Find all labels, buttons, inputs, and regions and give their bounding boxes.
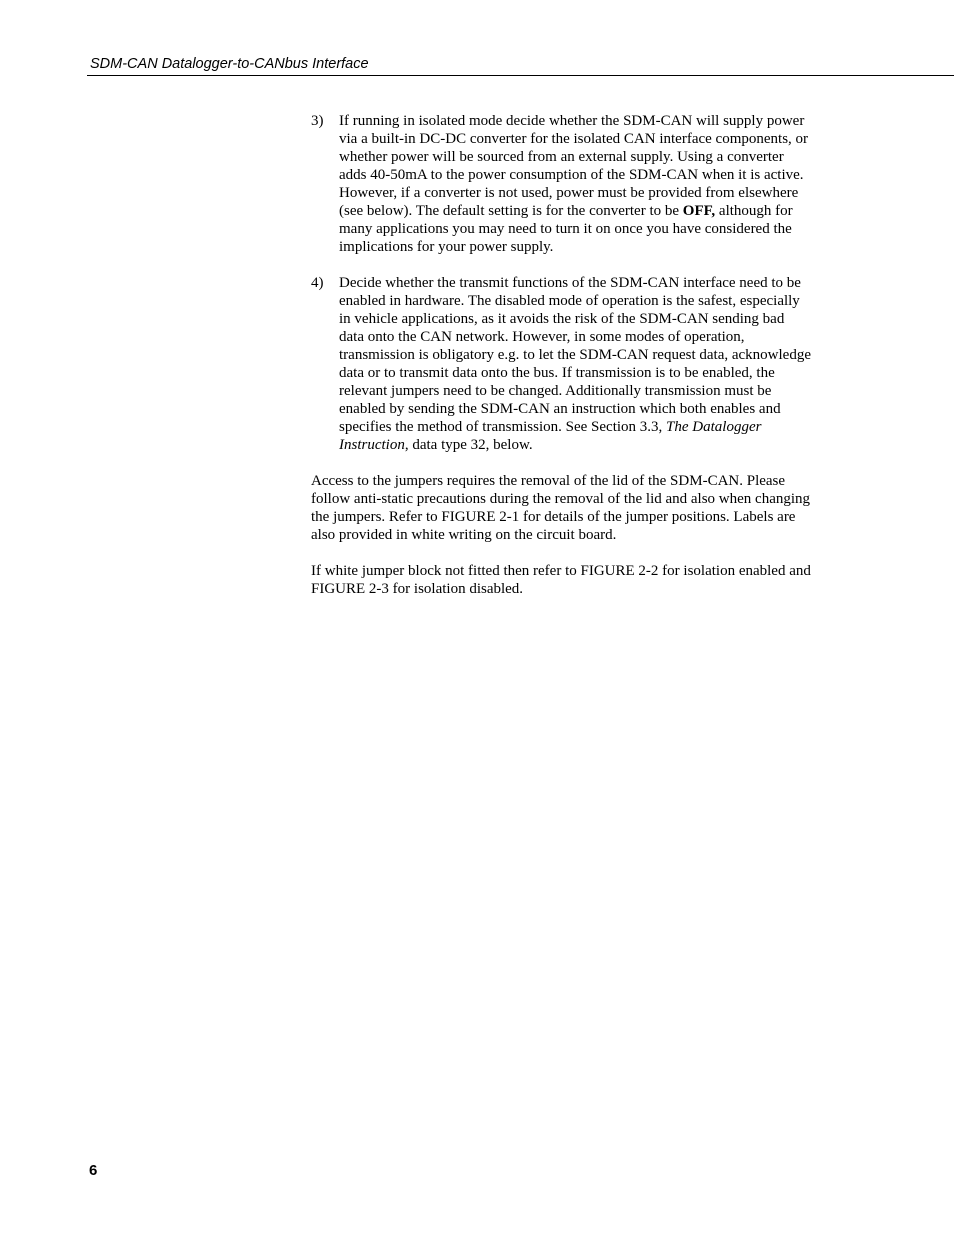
list-number: 4) bbox=[311, 275, 324, 291]
italic-text: The Datalogger Instruction bbox=[339, 419, 762, 453]
paragraph-white-jumper: If white jumper block not fitted then refer to FIGURE 2-2 for isolation enabled and FIGURE 2-3 for isolation disabled. bbox=[311, 563, 811, 597]
text-run: , data type 32, below. bbox=[404, 437, 533, 453]
list-item-text bbox=[339, 112, 811, 256]
list-number: 3) bbox=[311, 113, 324, 129]
header-rule bbox=[87, 75, 954, 76]
paragraph-jumper-access: Access to the jumpers requires the removal of the lid of the SDM-CAN. Please follow anti-static precautions during the removal of the lid and also when changing the jumpers. Refer to FIGURE 2-1 for details of the jumper positions. Labels are also provided in white writing on the circuit board. bbox=[311, 473, 811, 543]
list-item-4 bbox=[311, 274, 811, 454]
text-run: Decide whether the transmit functions of the SDM-CAN interface need to be enabled in hardware. The disabled mode of operation is the safest, especially in vehicle applications, as it avoids the risk of the SDM-CAN sending bad data onto the CAN network. However, in some modes of operation, transmission is obligatory e.g. to let the SDM-CAN request data, acknowledge data or to transmit data onto the bus. If transmission is to be enabled, the relevant jumpers need to be changed. Additionally transmission must be enabled by sending the SDM-CAN an instruction which both enables and specifies the method of transmission. See Section 3.3, bbox=[339, 275, 811, 435]
page-number: 6 bbox=[89, 1162, 98, 1179]
bold-text: OFF, bbox=[682, 203, 716, 219]
text-run: although for many applications you may need to turn it on once you have considered the implications for your power supply. bbox=[339, 203, 793, 255]
body-text bbox=[311, 112, 811, 616]
list-item-text bbox=[339, 274, 811, 454]
text-run: If running in isolated mode decide whether the SDM-CAN will supply power via a built-in DC-DC converter for the isolated CAN interface components, or whether power will be sourced from an external supply. Using a converter adds 40-50mA to the power consumption of the SDM-CAN when it is active. However, if a converter is not used, power must be provided from elsewhere (see below). The default setting is for the converter to be bbox=[339, 113, 809, 219]
running-header: SDM-CAN Datalogger-to-CANbus Interface bbox=[90, 56, 369, 72]
list-item-3 bbox=[311, 112, 811, 256]
